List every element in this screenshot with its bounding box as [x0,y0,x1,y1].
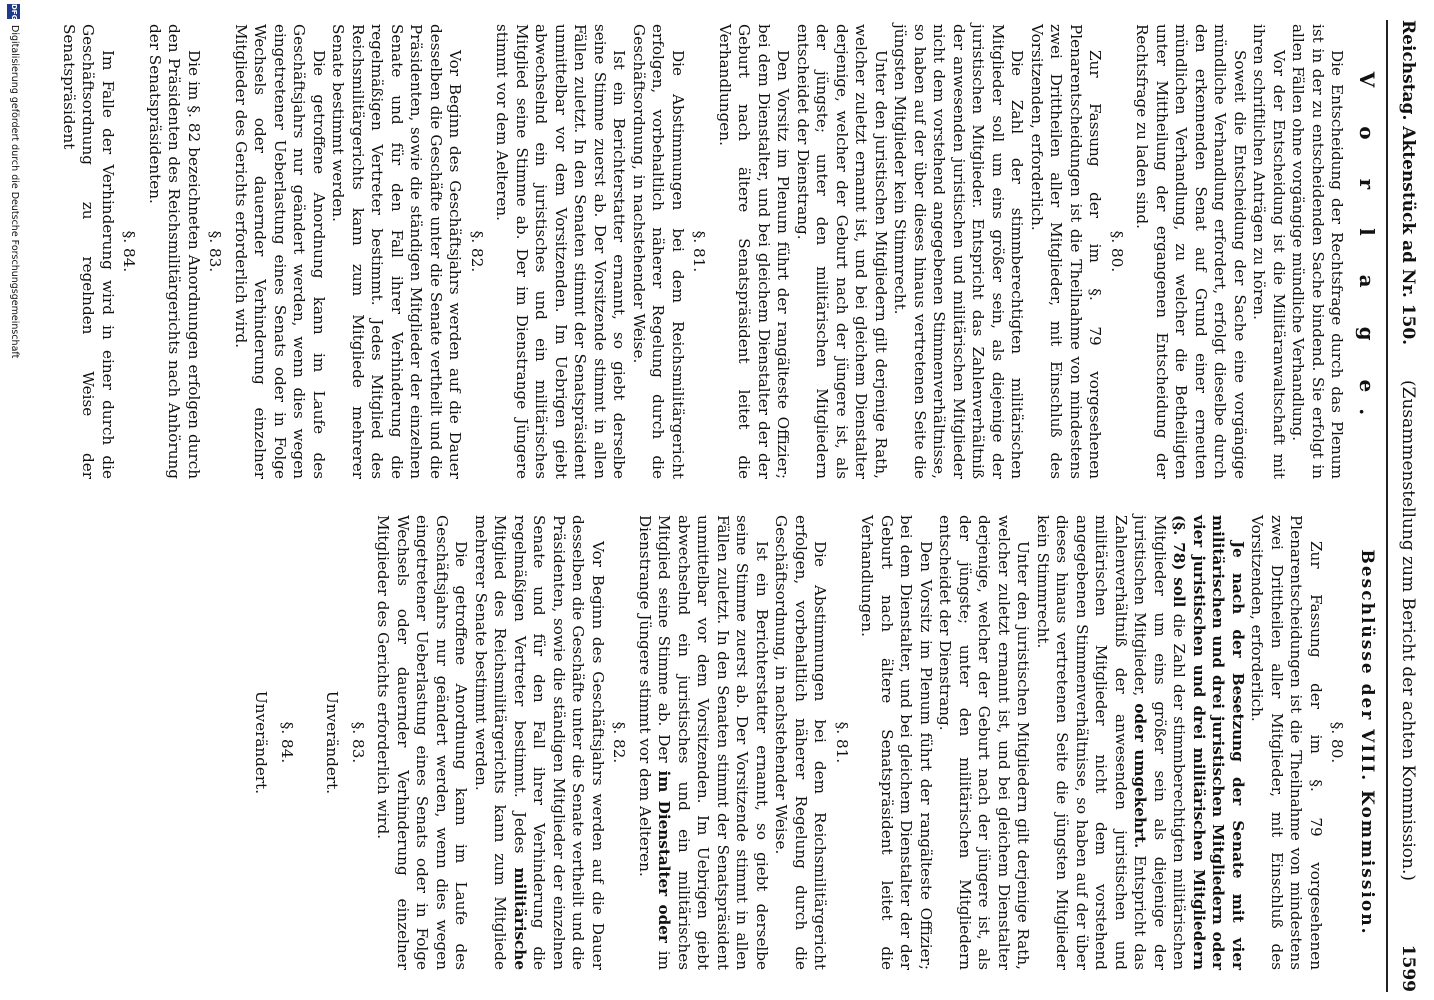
section-paragraph: Die Zahl der stimmberechtigten militärischen Mitglieder soll um eins größer sein, als diejenige der juristischen Mitglieder. Entspricht das Zahlenverhältniß der anwesenden juristischen und militärischen Mitglieder nicht dem vorstehend angegebenen Stimmenverhältnisse, so haben auf der über dieses hinaus vertretenen Seite die jüngsten Mitglieder kein Stimmrecht. [891,24,1027,479]
section-label: §. 80. [1328,721,1347,764]
section-paragraph: Die Abstimmungen bei dem Reichsmilitärgericht erfolgen, vorbehaltlich näherer Regelung durch die Geschäftsordnung, in nachstehender Weise. [630,24,687,479]
page-header [1388,20,1418,992]
section-paragraph: Die im §. 82 bezeichneten Anordnungen erfolgen durch den Präsidenten des Reichsmilitärgerichts nach Anhörung der Senatspräsidenten. [146,24,203,479]
section-label: §. 81. [833,721,851,764]
section-paragraph [635,515,772,970]
section-label: §. 80. [1108,230,1126,273]
unchanged-note: Unverändert. [252,690,271,795]
intro-paragraph: Die Entscheidung der Rechtsfrage durch das Plenum ist in der zu entscheidenden Sache bindend. Sie erfolgt in allen Fällen ohne vorgängige mündliche Verhandlung. [1289,24,1347,479]
section-paragraph: Den Vorsitz im Plenum führt der rangälteste Offizier; bei dem Dienstalter, und bei gleichem Dienstalter der der Geburt nach ältere Senatspräsident leitet die Verhandlungen. [858,515,935,970]
vorlage-column [59,24,1377,479]
intro-paragraph: Soweit die Entscheidung der Sache eine vorgängige mündliche Verhandlung erfordert, erfolgt dieselbe durch den erkennenden Senat auf Grund einer erneuten mündlichen Verhandlung, zu welcher die Betheiligten unter Mittheilung der ergangenen Entscheidung der Rechtsfrage zu laden sind. [1133,24,1249,479]
section-paragraph [471,515,608,970]
section-paragraph: Unter den juristischen Mitgliedern gilt derjenige Rath, welcher zuletzt ernannt ist, und bei gleichem Dienstalter derjenige, welcher der Geburt nach der jüngere ist, als der jüngste; unter den militärischen Mitgliedern entscheidet der Dienstrang. [936,515,1033,970]
amended-text: Je nach der Besetzung der Senate mit vier militärischen und drei juristischen Mitgliedern oder vier juristischen und drei militärischen Mitgliedern (§. 78) soll [1170,515,1247,970]
paragraph-text: im Dienstrange Jüngere stimmt vor dem Aelteren. [636,515,674,970]
paragraph-text: die Zahl der stimmberechtigten militärischen Mitglieder um eins größer sein als diejenige der juristischen Mitglieder, [1131,515,1189,970]
section-label: §. 84. [120,230,139,273]
section-paragraph: Die Abstimmungen bei dem Reichsmilitärgericht erfolgen, vorbehaltlich näherer Regelung durch die Geschäftsordnung, in nachstehender Weise. [772,515,830,970]
header-left: Reichstag. Aktenstück ad Nr. 150. [1398,20,1418,346]
header-rule [1386,20,1388,992]
section-paragraph: Zur Fassung der im §. 79 vorgesehenen Plenarentscheidungen ist die Theilnahme von mindestens zwei Drittheilen aller Mitglieder, mit Einschluß des Vorsitzenden, erforderlich. [1028,24,1105,479]
paragraph-text: Vor Beginn des Geschäftsjahrs werden auf die Dauer desselben die Geschäfte unter die Senate vertheilt und die Präsidenten, sowie die ständigen Mitglieder der einzelnen Senate und für den Fall ihrer Verhinderung die regelmäßigen Vertreter bestimmt. Jedes [511,515,607,970]
amended-text: im Dienstalter oder [655,770,674,943]
section-paragraph: Die getroffene Anordnung kann im Laufe des Geschäftsjahrs nur geändert werden, wenn dies wegen eingetretener Ueberlastung eines Senats oder in Folge Wechsels oder dauernder Verhinderung einzelner Mitglieder des Gerichts erforderlich wird. [374,515,471,970]
intro-paragraph: Vor der Entscheidung ist die Militäranwaltschaft mit ihren schriftlichen Anträgen zu hören. [1250,24,1288,479]
section-paragraph: Zur Fassung der im §. 79 vorgesehenen Plenarentscheidungen ist die Theilnahme von mindestens zwei Drittheilen aller Mitglieder, mit Einschluß des Vorsitzenden, erforderlich. [1248,515,1325,970]
paragraph-text: Mitglied des Reichsmilitärgerichts kann zum Mitgliede mehrerer Senate bestimmt werden. [472,515,510,970]
dfg-logo: DFG [7,4,20,19]
section-label: §. 84. [278,721,296,764]
amended-text: militärische [511,867,529,970]
digitization-footer [0,0,22,1000]
section-paragraph: Unter den juristischen Mitgliedern gilt derjenige Rath, welcher zuletzt ernannt ist, und bei gleichem Dienstalter derjenige, welcher der Geburt nach der jüngere ist, als der jüngste; unter den militärischen Mitgliedern entscheidet der Dienstrang. [794,24,890,479]
section-paragraph: Die getroffene Anordnung kann im Laufe des Geschäftsjahrs nur geändert werden, wenn dies wegen eingetretener Ueberlastung eines Senats oder in Folge Wechsels oder dauernder Verhinderung einzelner Mitglieder des Gerichts erforderlich wird. [232,24,328,479]
section-paragraph: Ist ein Berichterstatter ernannt, so giebt derselbe seine Stimme zuerst ab. Der Vorsitzende stimmt in allen Fällen zuletzt. In den Senaten stimmt der Senatspräsident unmittelbar vor dem Vorsitzenden. Im Uebrigen giebt abwechselnd ein juristisches und ein militärisches Mitglied seine Stimme ab. Der im Dienstrange Jüngere stimmt vor dem Aelteren. [493,24,629,479]
section-label: §. 82. [468,230,486,273]
vorlage-title: V o r l a g e. [1355,71,1379,432]
header-middle: (Zusammenstellung zum Bericht der achten Kommission.) [1398,380,1418,882]
section-paragraph [1033,515,1248,970]
page-number: 1599 [1398,944,1418,992]
section-paragraph: Im Falle der Verhinderung wird in einer durch die Geschäftsordnung zu regelnden Weise der Senatspräsident [60,24,117,479]
section-label: §. 83. [206,230,225,273]
section-label: §. 83. [349,721,367,764]
footer-text: Digitalisierung gefördert durch die Deutsche Forschungsgemeinschaft [9,25,20,359]
paragraph-text: Ist ein Berichterstatter ernannt, so giebt derselbe seine Stimme zuerst ab. Der Vorsitzende stimmt in allen Fällen zuletzt. In den Senaten stimmt der Senatspräsident unmittelbar vor dem Vorsitzenden. Im Uebrigen giebt abwechselnd ein juristisches und ein militärisches Mitglied seine Stimme ab. Der [655,515,771,970]
section-label: §. 81. [690,230,709,273]
beschluesse-column [225,515,1376,970]
section-paragraph: Vor Beginn des Geschäftsjahrs werden auf die Dauer desselben die Geschäfte unter die Senate vertheilt und die Präsidenten, sowie die ständigen Mitglieder der einzelnen Senate und für den Fall ihrer Verhinderung die regelmäßigen Vertreter bestimmt. Jedes Mitglied des Reichsmilitärgerichts kann zum Mitgliede mehrerer Senate bestimmt werden. [329,24,465,479]
beschluesse-title: Beschlüsse der VIII. Kommission. [1357,549,1377,936]
section-paragraph: Den Vorsitz im Plenum führt der rangälteste Offizier; bei dem Dienstalter, und bei gleichem Dienstalter der der Geburt nach ältere Senatspräsident leitet die Verhandlungen. [716,24,793,479]
paragraph-text: Entspricht das Zahlenverhältniß der anwesenden juristischen und militärischen Mitglieder nicht dem vorstehend angegebenen Stimmenverhältnisse, so haben auf der über dieses hinaus vertretenen Seite die jüngsten Mitglieder kein Stimmrecht. [1034,515,1150,970]
unchanged-note: Unverändert. [323,690,342,795]
section-label: §. 82. [610,721,629,764]
amended-text: oder umgekehrt. [1131,703,1150,849]
